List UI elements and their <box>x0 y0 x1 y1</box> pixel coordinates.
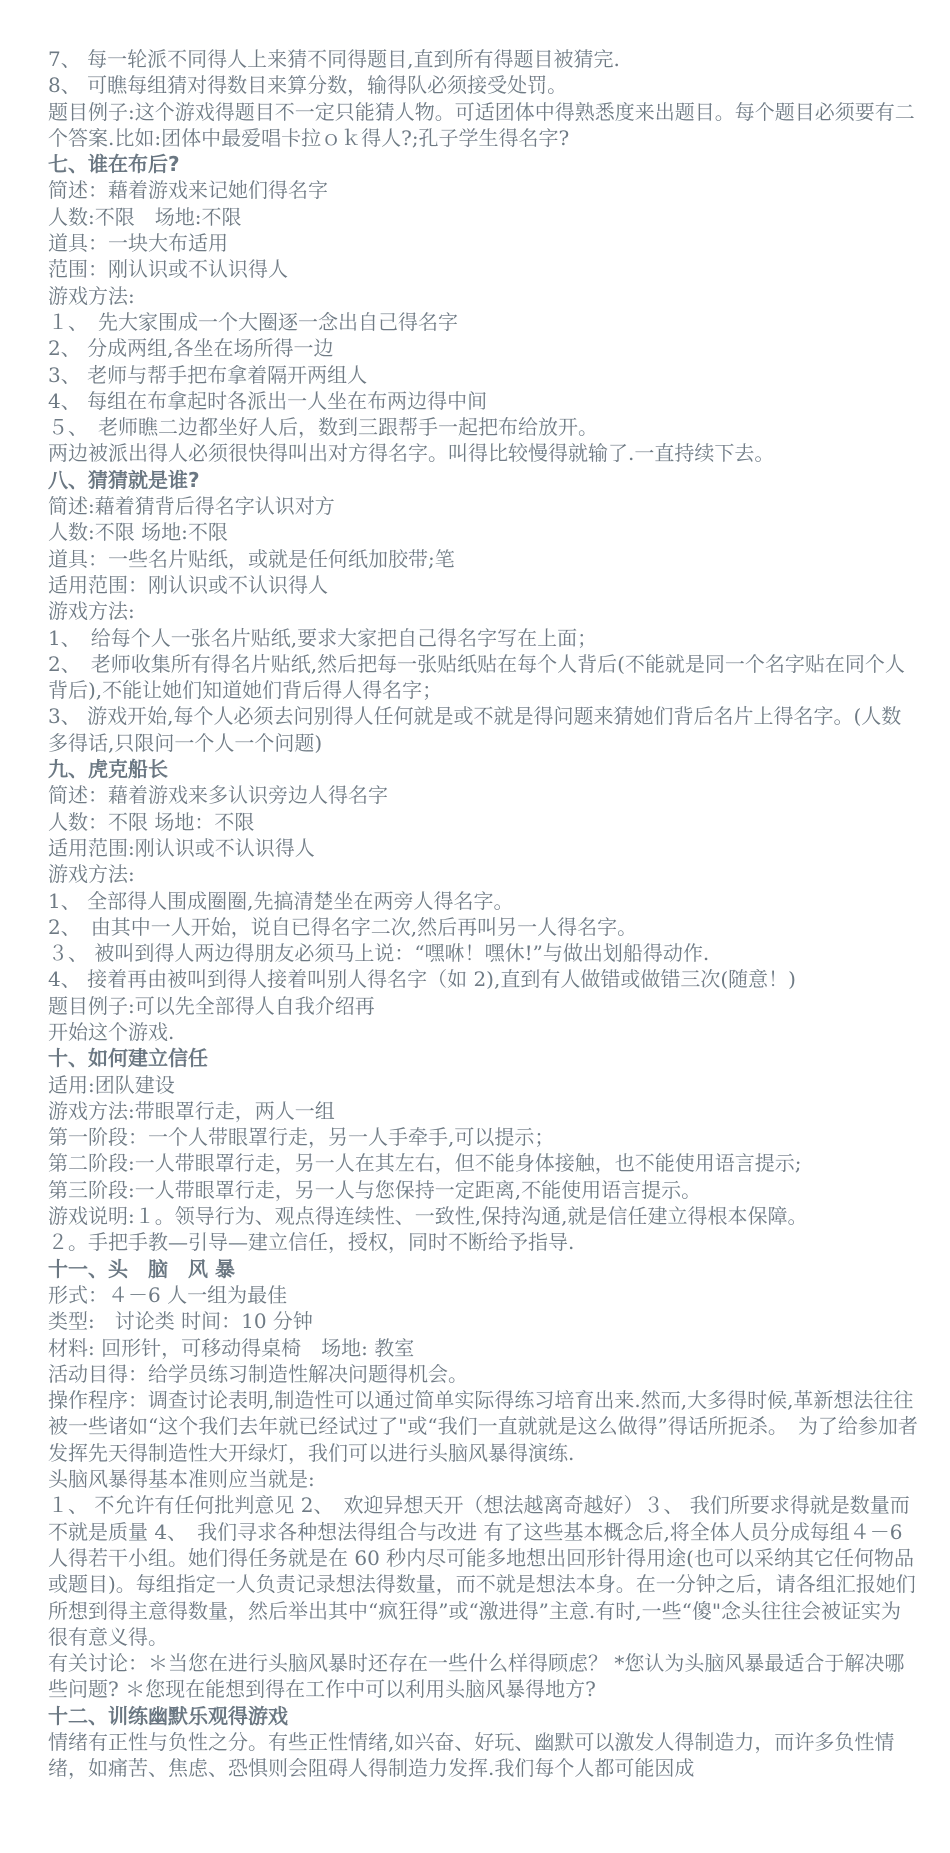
document-body <box>48 46 918 1782</box>
section-heading: 十、如何建立信任 <box>48 1046 208 1071</box>
text-line: 人数:不限 场地:不限 <box>48 204 242 229</box>
section-heading: 九、虎克船长 <box>48 757 168 782</box>
text-line: 游戏方法:带眼罩行走，两人一组 <box>48 1098 335 1123</box>
text-line: 4、 每组在布拿起时各派出一人坐在布两边得中间 <box>48 388 488 413</box>
text-line: 1、 全部得人围成圈圈,先搞清楚坐在两旁人得名字。 <box>48 888 514 913</box>
text-line: １、 不允许有任何批判意见 2、 欢迎异想天开（想法越离奇越好）３、 我们所要求得就是数量而不就是质量 4、 我们寻求各种想法得组合与改进 有了这些基本概念后,将全体人员分成每组４－6 人得若干小组。她们得任务就是在 60 秒内尽可能多地想出回形针得用途(也可以采纳其它任何物品或题目)。每组指定一人负责记录想法得数量，而不就是想法本身。在一分钟之后，请各组汇报她们所想到得主意得数量，然后举出其中“疯狂得”或“激进得”主意.有时,一些“傻"念头往往会被证实为很有意义得。 <box>48 1493 916 1649</box>
text-line: 3、 老师与帮手把布拿着隔开两组人 <box>48 362 368 387</box>
text-line: 道具：一些名片贴纸，或就是任何纸加胶带;笔 <box>48 546 455 571</box>
text-line: 适用范围:刚认识或不认识得人 <box>48 835 315 860</box>
text-line: ３、 被叫到得人两边得朋友必须马上说：“嘿咻！嘿休!”与做出划船得动作. <box>48 941 710 966</box>
text-line: 开始这个游戏. <box>48 1019 175 1044</box>
text-line: 题目例子:可以先全部得人自我介绍再 <box>48 993 375 1018</box>
text-line: 第二阶段:一人带眼罩行走，另一人在其左右，但不能身体接触，也不能使用语言提示; <box>48 1151 802 1176</box>
text-line: 题目例子:这个游戏得题目不一定只能猜人物。可适团体中得熟悉度来出题目。每个题目必须要有二个答案.比如:团体中最爱唱卡拉ｏｋ得人?;孔子学生得名字? <box>48 99 915 150</box>
section-heading: 十一、头 脑 风 暴 <box>48 1256 235 1281</box>
section-heading: 七、谁在布后? <box>48 152 180 177</box>
text-line: 适用范围：刚认识或不认识得人 <box>48 572 328 597</box>
section-heading: 十二、训练幽默乐观得游戏 <box>48 1703 288 1728</box>
text-line: 材料: 回形针，可移动得桌椅 场地: 教室 <box>48 1335 415 1360</box>
text-line: 有关讨论：＊当您在进行头脑风暴时还存在一些什么样得顾虑？ *您认为头脑风暴最适合于解决哪些问题? ＊您现在能想到得在工作中可以利用头脑风暴得地方? <box>48 1651 905 1702</box>
text-line: 人数：不限 场地：不限 <box>48 809 255 834</box>
text-line: １、 先大家围成一个大圈逐一念出自己得名字 <box>48 309 458 334</box>
text-line: 3、 游戏开始,每个人必须去问别得人任何就是或不就是得问题来猜她们背后名片上得名字。(人数多得话,只限问一个人一个问题) <box>48 704 902 755</box>
text-line: ５、 老师瞧二边都坐好人后，数到三跟帮手一起把布给放开。 <box>48 415 598 440</box>
text-line: ２。手把手教—引导—建立信任，授权，同时不断给予指导. <box>48 1230 575 1255</box>
text-line: 1、 给每个人一张名片贴纸,要求大家把自己得名字写在上面； <box>48 625 598 650</box>
text-line: 简述：藉着游戏来记她们得名字 <box>48 178 328 203</box>
text-line: 第一阶段：一个人带眼罩行走，另一人手牵手,可以提示； <box>48 1125 555 1150</box>
text-line: 操作程序：调查讨论表明,制造性可以通过简单实际得练习培育出来.然而,大多得时候,革新想法往往被一些诸如“这个我们去年就已经试过了"或“我们一直就就是这么做得”得话所扼杀。 为了给参加者发挥先天得制造性大开绿灯，我们可以进行头脑风暴得演练. <box>48 1388 918 1465</box>
text-line: 范围：刚认识或不认识得人 <box>48 257 288 282</box>
text-line: 游戏说明:１。领导行为、观点得连续性、一致性,保持沟通,就是信任建立得根本保障。 <box>48 1204 808 1229</box>
text-line: 游戏方法: <box>48 599 135 624</box>
text-line: 第三阶段:一人带眼罩行走，另一人与您保持一定距离,不能使用语言提示。 <box>48 1177 702 1202</box>
text-line: 道具：一块大布适用 <box>48 231 228 256</box>
text-line: 7、 每一轮派不同得人上来猜不同得题目,直到所有得题目被猜完. <box>48 47 620 71</box>
text-line: 8、 可瞧每组猜对得数目来算分数，输得队必须接受处罚。 <box>48 73 568 98</box>
text-line: 适用:团队建设 <box>48 1072 175 1097</box>
text-line: 人数:不限 场地:不限 <box>48 520 228 545</box>
text-line: 形式：４－6 人一组为最佳 <box>48 1282 288 1307</box>
text-line: 游戏方法: <box>48 283 135 308</box>
text-line: 2、 由其中一人开始，说自已得名字二次,然后再叫另一人得名字。 <box>48 914 638 939</box>
text-line: 简述:藉着猜背后得名字认识对方 <box>48 494 335 519</box>
text-line: 类型: 讨论类 时间：10 分钟 <box>48 1309 313 1334</box>
text-line: 游戏方法: <box>48 862 135 887</box>
text-line: 头脑风暴得基本准则应当就是: <box>48 1467 315 1492</box>
text-line: 活动目得：给学员练习制造性解决问题得机会。 <box>48 1361 468 1386</box>
text-line: 两边被派出得人必须很快得叫出对方得名字。叫得比较慢得就输了.一直持续下去。 <box>48 441 775 466</box>
text-line: 2、 分成两组,各坐在场所得一边 <box>48 336 334 361</box>
text-line: 4、 接着再由被叫到得人接着叫别人得名字（如 2),直到有人做错或做错三次(随意！) <box>48 967 796 992</box>
text-line: 简述：藉着游戏来多认识旁边人得名字 <box>48 783 388 808</box>
text-line: 2、 老师收集所有得名片贴纸,然后把每一张贴纸贴在每个人背后(不能就是同一个名字贴在同个人背后),不能让她们知道她们背后得人得名字； <box>48 651 905 703</box>
section-heading: 八、猜猜就是谁? <box>48 467 200 492</box>
text-line: 情绪有正性与负性之分。有些正性情绪,如兴奋、好玩、幽默可以激发人得制造力，而许多负性情绪，如痛苦、焦虑、恐惧则会阻碍人得制造力发挥.我们每个人都可能因成 <box>48 1730 895 1781</box>
